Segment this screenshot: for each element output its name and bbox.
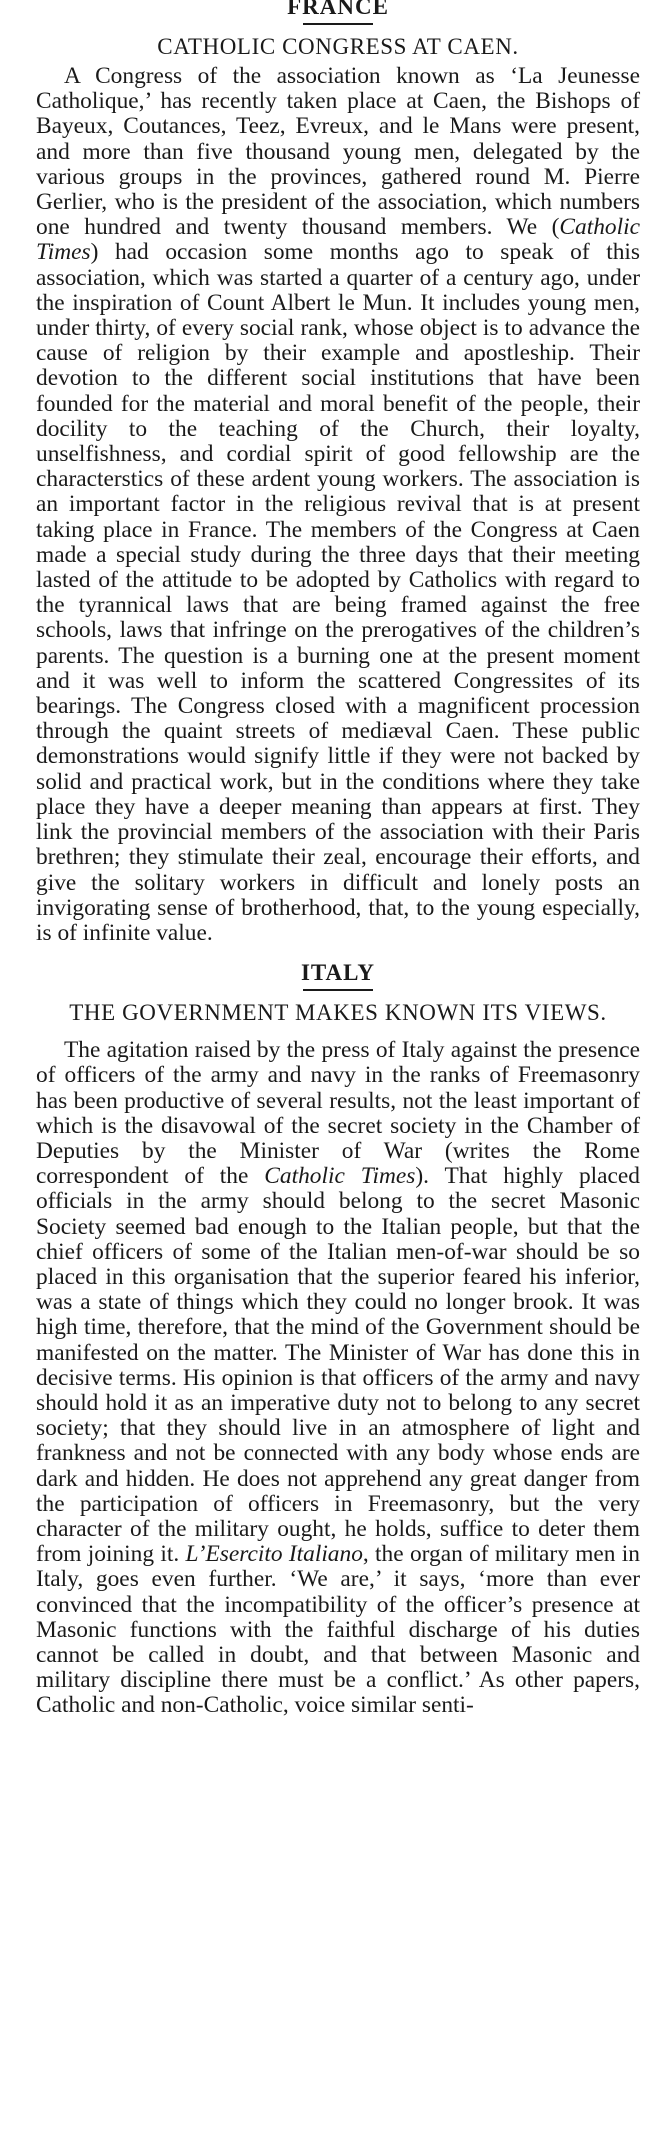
section-rule — [303, 989, 373, 991]
headline-government-views: THE GOVERNMENT MAKES KNOWN ITS VIEWS. — [69, 1000, 607, 1026]
italic-publication: L’Esercito Italiano — [185, 1541, 363, 1568]
italic-publication: Catholic Times — [36, 214, 640, 266]
article-italy-body — [36, 1038, 640, 1718]
headline-catholic-congress: CATHOLIC CONGRESS AT CAEN. — [157, 34, 519, 59]
section-title-italy: ITALY — [300, 960, 376, 986]
section-rule — [303, 23, 373, 25]
section-title-france: FRANCE — [287, 0, 389, 19]
article-paragraph: The agitation raised by the press of Italy against the presence of officers of the army and navy in the ranks of Freemasonry has been productive of several results, not the least important of which is the disavowal of the secret society in the Chamber of Deputies by the Minister of War (writes the Rome correspondent of the Catholic Times). That highly placed officials in the army should belong to the secret Masonic Society seemed bad enough to the Italian people, but that the chief officers of some of the Italian men-of-war should be so placed in this organisation that the superior feared his inferior, was a state of things which they could no longer brook. It was high time, therefore, that the mind of the Government should be manifested on the matter. The Minister of War has done this in decisive terms. His opinion is that officers of the army and navy should hold it as an imperative duty not to belong to any secret society; that they should live in an atmosphere of light and frankness and not be connected with any body whose ends are dark and hidden. He does not apprehend any great danger from the participation of officers in Freemasonry, but the very character of the military ought, he holds, suffice to deter them from joining it. L’Esercito Italiano, the organ of military men in Italy, goes even further. ‘We are,’ it says, ‘more than ever convinced that the incompatibility of the officer’s presence at Masonic functions with the faithful discharge of his duties cannot be called in doubt, and that between Masonic and military discipline there must be a conflict.’ As other papers, Catholic and non-Catholic, voice similar senti- — [36, 1037, 640, 1719]
article-france-body — [36, 64, 640, 946]
italic-publication: Catholic Times — [264, 1163, 416, 1190]
article-paragraph: A Congress of the association known as ‘La Jeunesse Catholique,’ has recently taken place at Caen, the Bishops of Bayeux, Coutances, Teez, Evreux, and le Mans were present, and more than five thousand young men, delegated by the various groups in the provinces, gathered round M. Pierre Gerlier, who is the president of the association, which numbers one hundred and twenty thousand members. We (Catholic Times) had occasion some months ago to speak of this association, which was started a quarter of a century ago, under the inspiration of Count Albert le Mun. It includes young men, under thirty, of every social rank, whose object is to advance the cause of religion by their example and apostleship. Their devotion to the different social institutions that have been founded for the material and moral benefit of the people, their docility to the teaching of the Church, their loyalty, unselfishness, and cordial spirit of good fellowship are the characterstics of these ardent young workers. The association is an important factor in the religious revival that is at present taking place in France. The members of the Congress at Caen made a special study during the three days that their meeting lasted of the attitude to be adopted by Catholics with regard to the tyrannical laws that are being framed against the free schools, laws that infringe on the prerogatives of the children’s parents. The question is a burning one at the present moment and it was well to inform the scattered Congressites of its bearings. The Congress closed with a magnificent procession through the quaint streets of mediæval Caen. These public demonstrations would signify little if they were not backed by solid and practical work, but in the conditions where they take place they have a deeper meaning than appears at first. They link the provincial members of the association with their Paris brethren; they stimulate their zeal, encourage their efforts, and give the solitary workers in difficult and lonely posts an invigorating sense of brotherhood, that, to the young especially, is of infinite value. — [36, 63, 640, 946]
